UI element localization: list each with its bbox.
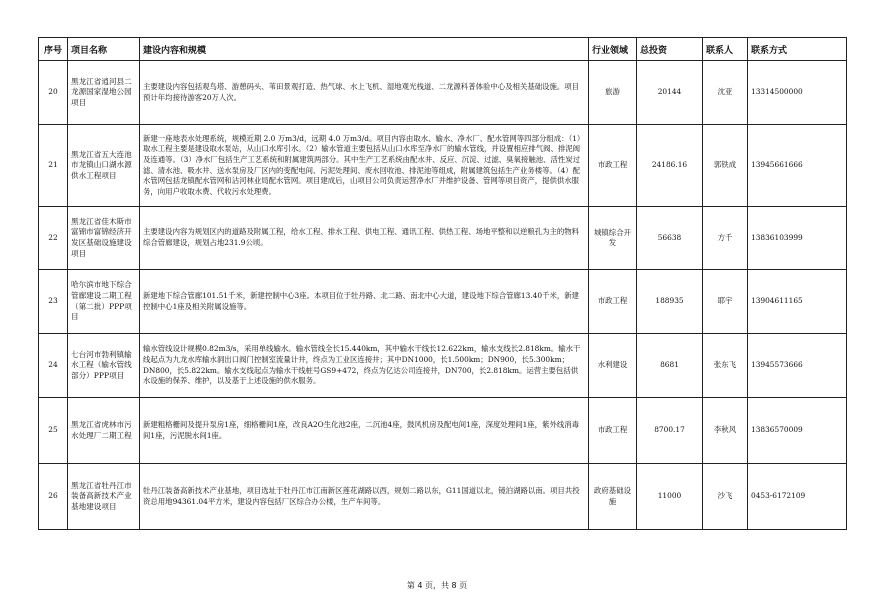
header-contact: 联系人 (703, 38, 748, 61)
row-phone: 13945661666 (748, 125, 847, 207)
row-phone: 13836103999 (748, 207, 847, 270)
row-content: 新建地下综合管廊101.51千米，新建控制中心3座。本项目位于牡丹路、北二路、南北中心大道，建设地下综合管廊13.40千米，新建控制中心1座及相关附属设施等。 (140, 270, 589, 334)
row-contact: 方千 (703, 207, 748, 270)
table-row (39, 464, 847, 530)
row-phone: 13314500000 (748, 61, 847, 125)
table-row (39, 270, 847, 334)
row-project-name: 黑龙江省五大连池市龙镇山口湖水源供水工程项目 (68, 125, 140, 207)
row-content: 新建一座地表水处理系统，规模近期 2.0 万m3/d，远期 4.0 万m3/d。项目内容由取水、输水、净水厂、配水管网等四部分组成：（1）取水工程主要是建设取水泵站，从山口水库引水。（2）输水管道主要包括从山口水库至净水厂的输水管线，并设置相应排气阀、排泥阀及连通等。（3）净水厂包括生产工艺系统和附属建筑两部分。其中生产工艺系统由配水井、反应、沉淀、过滤、臭氧接触池、活性炭过滤、清水池、吸水井、送水泵房及厂区内的变配电间、污泥处理间、废水回收池、排泥池等组成，附属建筑包括生产业务楼等。（4）配水管网包括龙镇配水管网和沾河林业局配水管网。项目建成后，山项目公司负责运营净水厂并维护设备、管网等项目资产，提供供水服务，向用户收取水费、代收污水处理费。 (140, 125, 589, 207)
row-industry: 旅游 (589, 61, 637, 125)
row-no: 23 (39, 270, 68, 334)
table-row (39, 398, 847, 464)
header-content: 建设内容和规模 (140, 38, 589, 61)
row-contact: 李秋风 (703, 398, 748, 464)
row-investment: 8681 (637, 334, 703, 398)
row-industry: 政府基础设施 (589, 464, 637, 530)
row-content: 新建粗格栅间及提升泵房1座，细格栅间1座，改良A2O生化池2座，二沉池4座，鼓风机房及配电间1座，深度处理间1座，紫外线消毒间1座，污泥脱水间1座。 (140, 398, 589, 464)
project-table (38, 37, 847, 530)
row-investment: 20144 (637, 61, 703, 125)
row-phone: 13904611165 (748, 270, 847, 334)
page-number-footer: 第 4 页，共 8 页 (406, 581, 468, 590)
row-no: 24 (39, 334, 68, 398)
row-content: 输水管线设计规模0.82m3/s，采用单线输水。输水管线全长15.440km，其中输水干线长12.622km，输水支线长2.818km。输水干线起点为九龙水库输水洞出口阀门控制室流量计井，终点为工业区连接井；其中DN1000，长1.500km；DN900，长5.300km；DN800，长5.822km。输水支线起点为输水干线桩号GS9+472，终点为亿达公司连接井，DN700，长2.818km。运营主要包括供水设施的保养、维护，以及基于上述设施的供水服务。 (140, 334, 589, 398)
row-project-name: 黑龙江省牡丹江市装备高新技术产业基地建设项目 (68, 464, 140, 530)
row-project-name: 黑龙江省佳木斯市富锦市富锦经济开发区基础设施建设项目 (68, 207, 140, 270)
table-row (39, 61, 847, 125)
table-row (39, 125, 847, 207)
header-investment: 总投资 (637, 38, 703, 61)
table-header-row (39, 38, 847, 61)
row-contact: 沈亚 (703, 61, 748, 125)
row-no: 21 (39, 125, 68, 207)
row-content: 主要建设内容包括观鸟塔、游憩码头、苇田景观打造、热气球、水上飞机、湿地观光栈道、二龙源科普体验中心及相关基础设施。项目预计年均接待游客20万人次。 (140, 61, 589, 125)
row-no: 22 (39, 207, 68, 270)
row-investment: 188935 (637, 270, 703, 334)
row-phone: 13945573666 (748, 334, 847, 398)
row-industry: 市政工程 (589, 270, 637, 334)
table-row (39, 334, 847, 398)
row-investment: 24186.16 (637, 125, 703, 207)
row-industry: 城镇综合开发 (589, 207, 637, 270)
row-project-name: 哈尔滨市地下综合管廊建设二期工程（第二批）PPP项目 (68, 270, 140, 334)
row-industry: 市政工程 (589, 125, 637, 207)
row-no: 20 (39, 61, 68, 125)
header-phone: 联系方式 (748, 38, 847, 61)
header-industry: 行业领域 (589, 38, 637, 61)
row-industry: 水利建设 (589, 334, 637, 398)
row-no: 26 (39, 464, 68, 530)
project-table-sheet (38, 37, 846, 530)
table-row (39, 207, 847, 270)
row-phone: 13836570009 (748, 398, 847, 464)
row-project-name: 七台河市勃利镇输水工程（输水管线部分）PPP项目 (68, 334, 140, 398)
row-investment: 56638 (637, 207, 703, 270)
row-industry: 市政工程 (589, 398, 637, 464)
row-content: 牡丹江装备高新技术产业基地，项目选址于牡丹江市江南新区莲花湖路以西，规划二路以东，G11国道以北，镜泊湖路以南。项目共投资总用地94361.04平方米，建设内容包括厂区综合办公楼，生产车间等。 (140, 464, 589, 530)
row-project-name: 黑龙江省虎林市污水处理厂二期工程 (68, 398, 140, 464)
row-contact: 张东飞 (703, 334, 748, 398)
header-project-name: 项目名称 (68, 38, 140, 61)
row-no: 25 (39, 398, 68, 464)
row-contact: 沙飞 (703, 464, 748, 530)
row-contact: 耶宇 (703, 270, 748, 334)
row-contact: 郭铁成 (703, 125, 748, 207)
row-investment: 11000 (637, 464, 703, 530)
header-no: 序号 (39, 38, 68, 61)
row-phone: 0453-6172109 (748, 464, 847, 530)
row-content: 主要建设内容为规划区内的道路及附属工程，给水工程、排水工程、供电工程、通讯工程、供热工程、场地平整和以逆粮孔为主的物料综合管廊建设，规划占地231.9公顷。 (140, 207, 589, 270)
row-investment: 8700.17 (637, 398, 703, 464)
row-project-name: 黑龙江省逍河县二龙源国家湿地公园项目 (68, 61, 140, 125)
